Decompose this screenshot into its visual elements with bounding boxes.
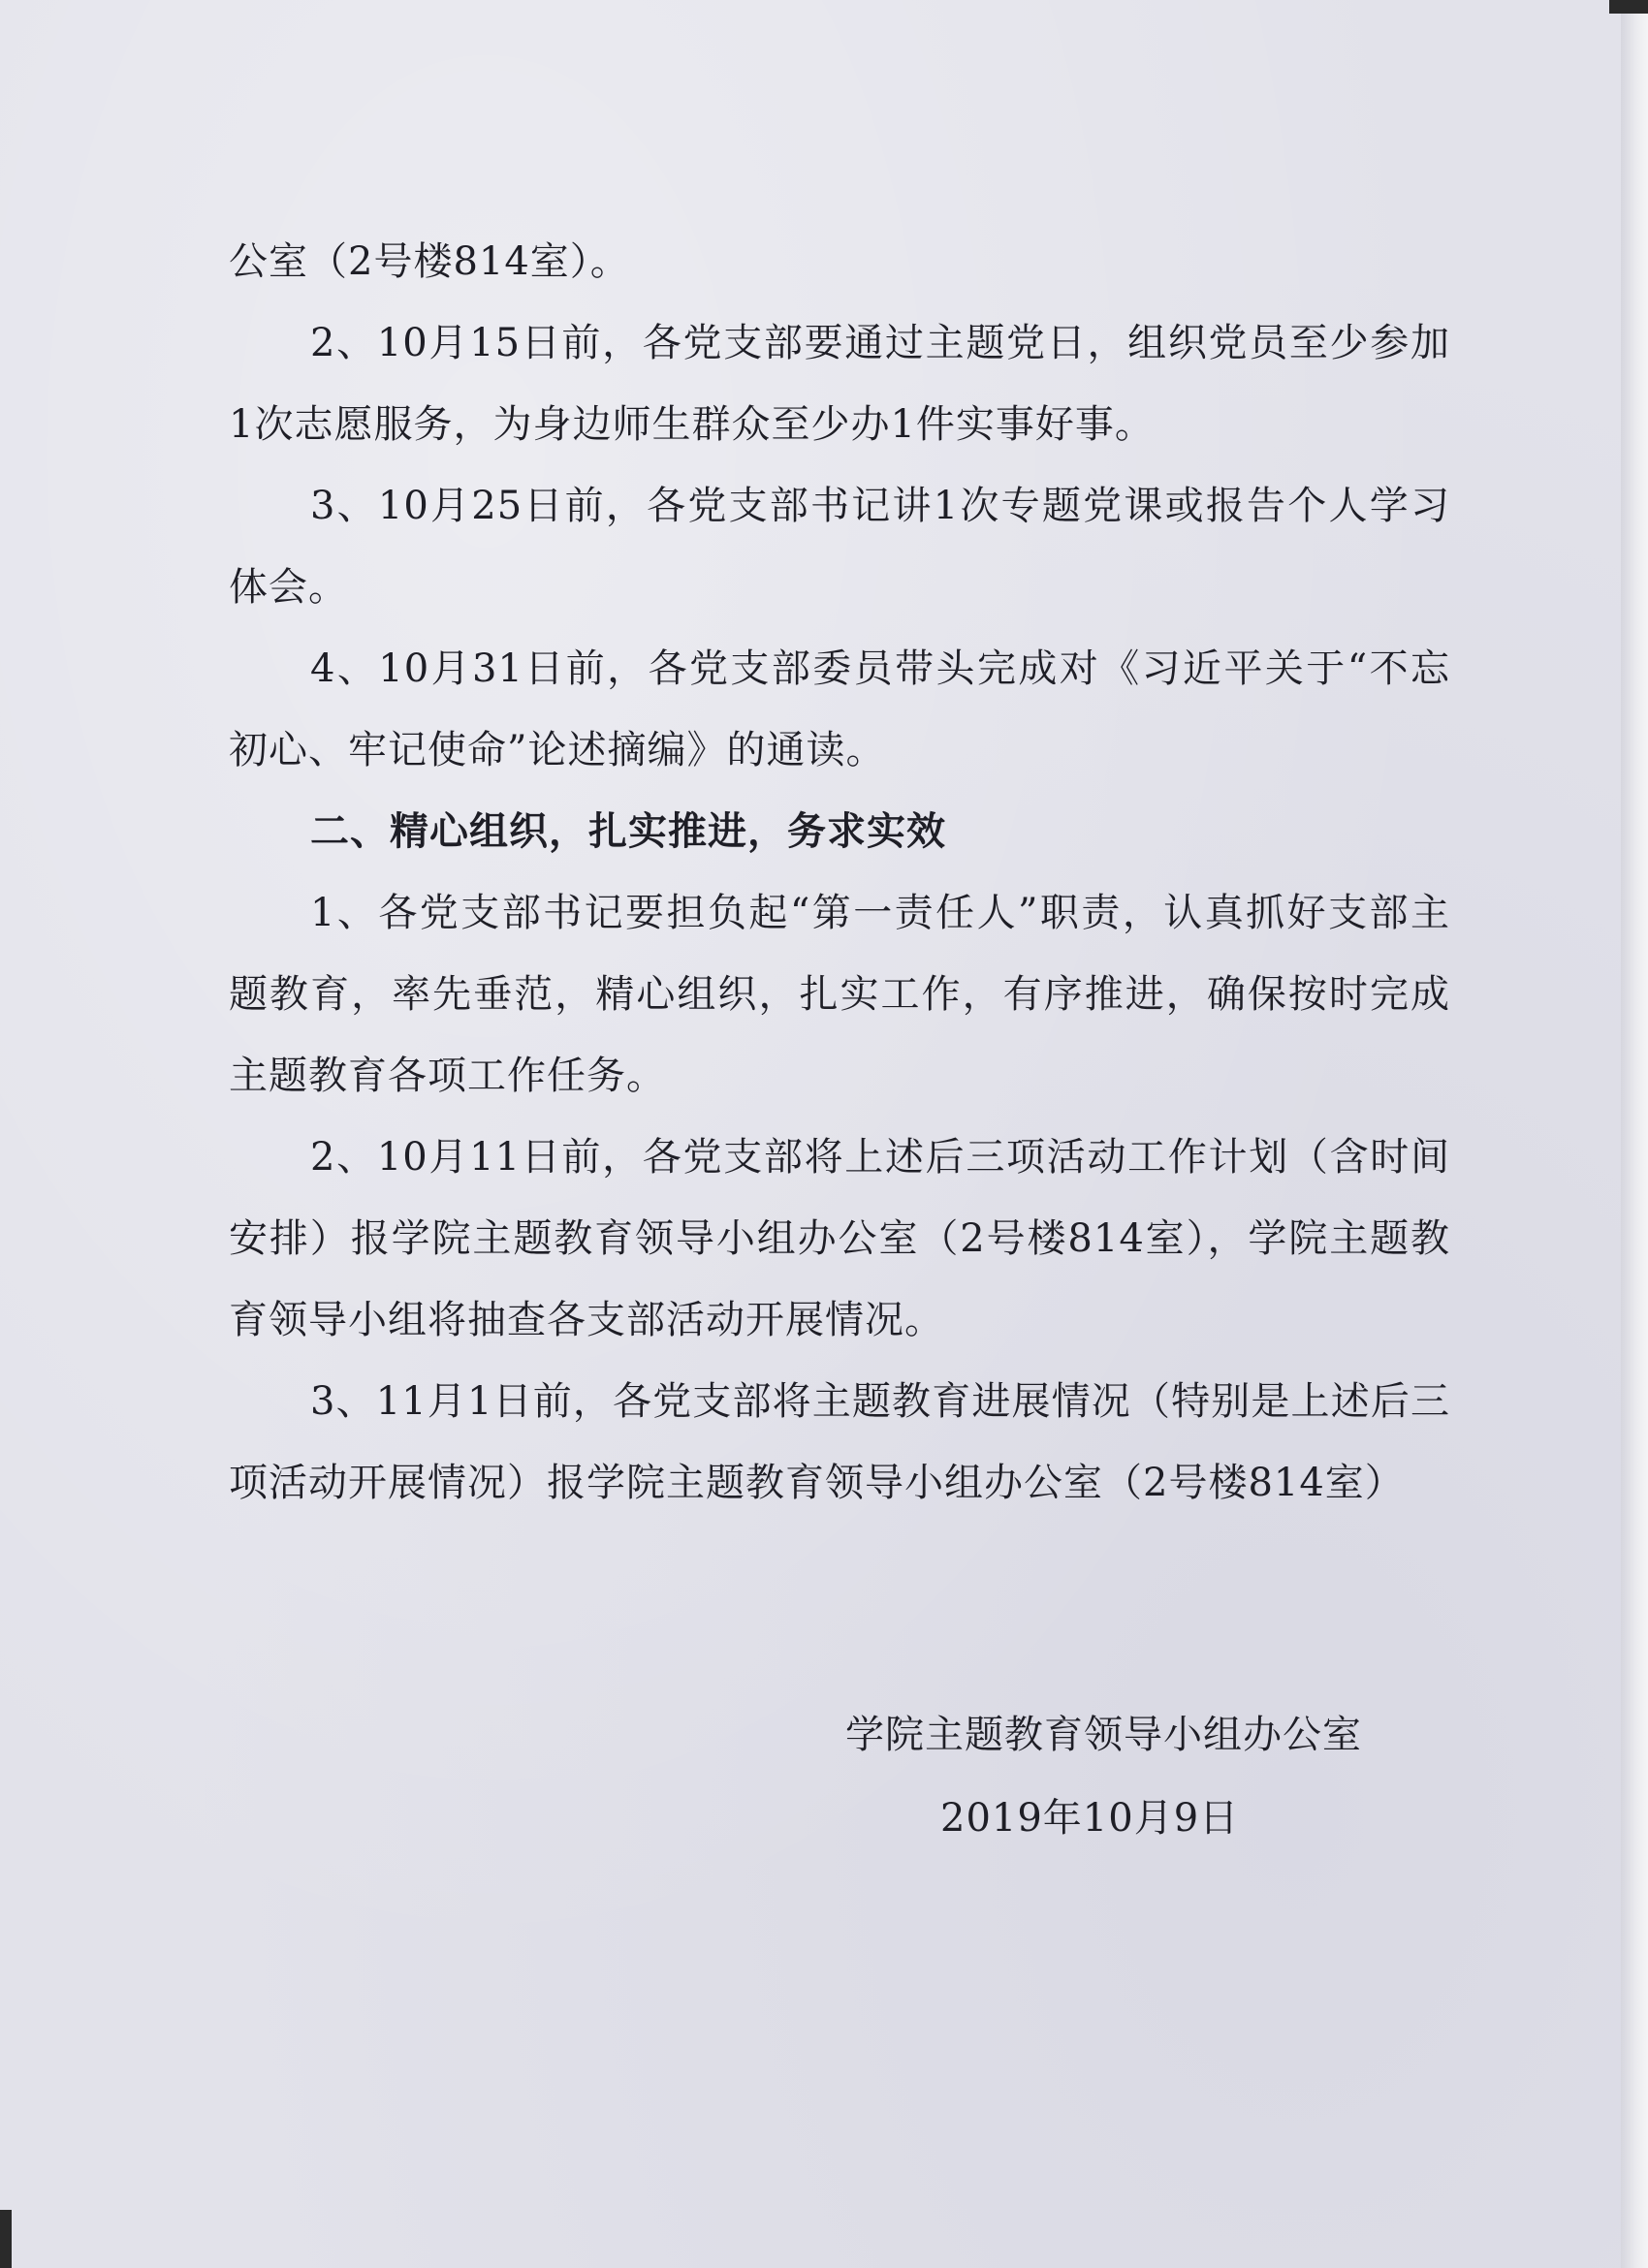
scan-corner-mark <box>1609 0 1648 14</box>
paragraph-item: 2、10月11日前，各党支部将上述后三项活动工作计划（含时间安排）报学院主题教育领导小组办公室（2号楼814室），学院主题教育领导小组将抽查各支部活动开展情况。 <box>229 1135 1450 1342</box>
scan-edge <box>1621 0 1648 2268</box>
paragraph-item: 2、10月15日前，各党支部要通过主题党日，组织党员至少参加1次志愿服务，为身边师生群众至少办1件实事好事。 <box>229 321 1450 447</box>
paragraph-item: 3、11月1日前，各党支部将主题教育进展情况（特别是上述后三项活动开展情况）报学院主题教育领导小组办公室（2号楼814室） <box>229 1379 1450 1505</box>
paragraph-item: 1、各党支部书记要担负起“第一责任人”职责，认真抓好支部主题教育，率先垂范，精心组织，扎实工作，有序推进，确保按时完成主题教育各项工作任务。 <box>229 891 1450 1098</box>
section-heading: 二、精心组织，扎实推进，务求实效 <box>310 808 946 854</box>
continuation-line: 公室（2号楼814室）。 <box>229 239 630 284</box>
paragraph-item: 4、10月31日前，各党支部委员带头完成对《习近平关于“不忘初心、牢记使命”论述摘编》的通读。 <box>229 646 1450 772</box>
document-body <box>229 221 1450 1524</box>
signature-date: 2019年10月9日 <box>940 1796 1240 1841</box>
signature-organization: 学院主题教育领导小组办公室 <box>845 1713 1362 1757</box>
paragraph-item: 3、10月25日前，各党支部书记讲1次专题党课或报告个人学习体会。 <box>229 484 1450 610</box>
scan-corner-mark <box>0 2210 12 2268</box>
